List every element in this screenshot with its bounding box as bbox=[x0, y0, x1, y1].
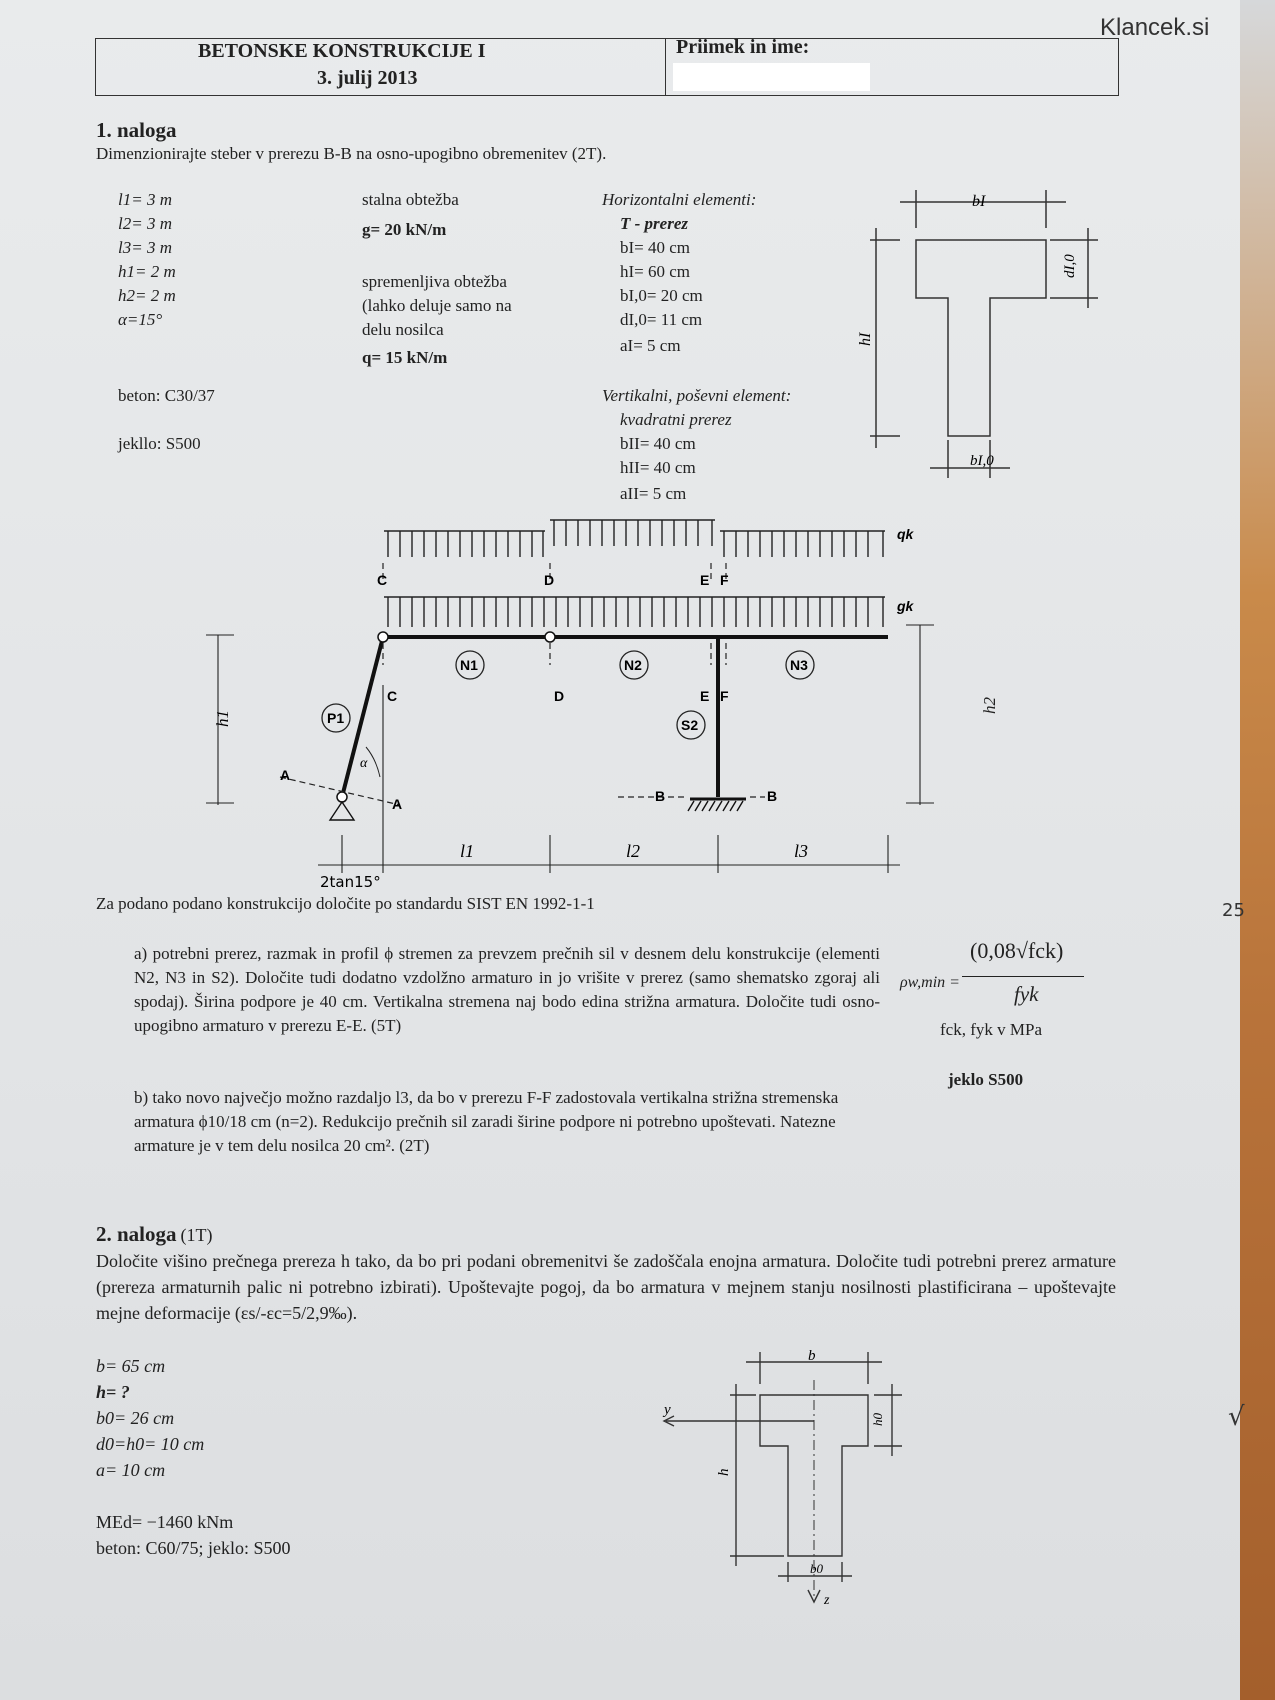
label-alpha: α bbox=[360, 756, 368, 771]
dim2-h0: h0 bbox=[870, 1413, 885, 1426]
horizontal-aI: aI= 5 cm bbox=[620, 336, 681, 355]
label-qk: qk bbox=[897, 526, 914, 542]
label-f-bottom: F bbox=[720, 688, 729, 704]
geom-l1: l1= 3 m bbox=[118, 190, 172, 209]
geom-h1: h1= 2 m bbox=[118, 262, 176, 281]
dim-hI: hI bbox=[857, 332, 874, 346]
task2-med: MEd= −1460 kNm bbox=[96, 1512, 234, 1532]
task1-intro: Dimenzionirajte steber v prerezu B-B na osno-upogibno obremenitev (2T). bbox=[96, 144, 607, 163]
geom-h2: h2= 2 m bbox=[118, 286, 176, 305]
axis-y: y bbox=[664, 1402, 671, 1418]
permanent-load-label: stalna obtežba bbox=[362, 190, 459, 209]
variable-load-label: spremenljiva obtežba bbox=[362, 272, 507, 291]
dim2-b0: b0 bbox=[810, 1561, 823, 1576]
horizontal-bI: bI= 40 cm bbox=[620, 238, 691, 257]
task2-h: h= ? bbox=[96, 1382, 130, 1402]
part-b: b) tako novo največjo možno razdaljo l3, da bo v prerezu F-F zadostovala vertikalna strižna stremenska armatura ϕ10/18 cm (n=2). Redukcijo prečnih sil zaradi širine podpore ni potrebno upoštevati. Natezne armature je v tem delu nosilca 20 cm². (2T) bbox=[134, 1088, 839, 1155]
label-p1: P1 bbox=[327, 710, 345, 726]
variable-load-value: q= 15 kN/m bbox=[362, 348, 448, 367]
label-s2: S2 bbox=[681, 717, 699, 733]
dim-bI: bI bbox=[972, 193, 986, 210]
task2-text: Določite višino prečnega prereza h tako, da bo pri podani obremenitvi še zadoščala enojna armatura. Določite tudi potrebni prerez armature (prereza armaturnih palic ni potrebno izbirati). Upoštevajte pogoj, da bo armatura v mejnem stanju nosilnosti plastificirana – upoštevajte mejne deformacije (εs/-εc=5/2,9‰). bbox=[96, 1251, 1116, 1323]
label-c-bottom: C bbox=[387, 688, 398, 704]
geom-l3: l3= 3 m bbox=[118, 238, 172, 257]
label-l1: l1 bbox=[460, 841, 475, 861]
label-c-top: C bbox=[377, 572, 388, 588]
task2-materials: beton: C60/75; jeklo: S500 bbox=[96, 1538, 291, 1558]
frame-diagram bbox=[200, 515, 920, 890]
horizontal-hI: hI= 60 cm bbox=[620, 262, 691, 281]
formula-steel: jeklo S500 bbox=[948, 1070, 1024, 1089]
vertical-bII: bII= 40 cm bbox=[620, 434, 696, 453]
strut-p1 bbox=[342, 637, 383, 797]
label-e-bottom: E bbox=[700, 688, 710, 704]
vertical-aII: aII= 5 cm bbox=[620, 484, 687, 503]
dim-bI0: bI,0 bbox=[970, 453, 994, 469]
t-section-2-diagram bbox=[660, 1350, 920, 1610]
hinge-d bbox=[545, 632, 555, 642]
dim-dI0: dI,0 bbox=[1062, 254, 1078, 278]
task2-b0: b0= 26 cm bbox=[96, 1408, 175, 1428]
desk-background bbox=[1240, 0, 1275, 1700]
pin-support bbox=[337, 792, 347, 802]
label-e-top: E bbox=[700, 572, 710, 588]
formula-numerator: (0,08√fck) bbox=[970, 938, 1064, 963]
task2-d0: d0=h0= 10 cm bbox=[96, 1434, 205, 1454]
variable-load-note2: delu nosilca bbox=[362, 320, 444, 339]
vertical-hII: hII= 40 cm bbox=[620, 458, 696, 477]
g-load-arrows bbox=[388, 597, 883, 627]
name-redaction bbox=[673, 63, 870, 91]
task1-title: 1. naloga bbox=[96, 118, 177, 142]
label-l3: l3 bbox=[794, 841, 809, 861]
geom-l2: l2= 3 m bbox=[118, 214, 172, 233]
horizontal-bI0: bI,0= 20 cm bbox=[620, 286, 703, 305]
label-a-left: A bbox=[280, 767, 291, 783]
standard-text: Za podano podano konstrukcijo določite po standardu SIST EN 1992-1-1 bbox=[96, 894, 595, 913]
exam-date: 3. julij 2013 bbox=[317, 67, 418, 89]
horizontal-dI0: dI,0= 11 cm bbox=[620, 310, 703, 329]
q-load-arrows bbox=[388, 520, 883, 557]
task2-points: (1T) bbox=[180, 1225, 213, 1245]
label-gk: gk bbox=[897, 598, 914, 614]
label-f-top: F bbox=[720, 572, 729, 588]
concrete-class: beton: C30/37 bbox=[118, 386, 215, 405]
axis-z: z bbox=[824, 1593, 830, 1608]
name-label: Priimek in ime: bbox=[676, 36, 810, 58]
label-a-right: A bbox=[392, 796, 403, 812]
label-d-bottom: D bbox=[554, 688, 565, 704]
horizontal-section: T - prerez bbox=[620, 214, 688, 233]
margin-mark-check: √ bbox=[1228, 1402, 1245, 1432]
geom-alpha: α=15° bbox=[118, 310, 163, 329]
formula-denominator: fyk bbox=[1014, 982, 1039, 1006]
horizontal-title: Horizontalni elementi: bbox=[602, 190, 757, 209]
hinge-c bbox=[378, 632, 388, 642]
formula-lhs: ρw,min = bbox=[900, 974, 960, 991]
formula-units: fck, fyk v MPa bbox=[940, 1020, 1042, 1039]
task2-a: a= 10 cm bbox=[96, 1460, 166, 1480]
part-a: a) potrebni prerez, razmak in profil ϕ stremen za prevzem prečnih sil v desnem delu konstrukcije (elementi N2, N3 in S2). Določite tudi dodatno vzdolžno armaturo in jo vrišite v prerez (samo shematsko zgoraj ali spodaj). Širina podpore je 40 cm. Vertikalna stremena naj bodo edina strižna armatura. Določite tudi osno-upogibno armaturo v prerezu E-E. (5T) bbox=[134, 944, 880, 1035]
hand-note: 2tan15° bbox=[320, 873, 381, 891]
task2-title: 2. naloga bbox=[96, 1222, 177, 1246]
task2-b: b= 65 cm bbox=[96, 1356, 166, 1376]
vertical-section: kvadratni prerez bbox=[620, 410, 732, 429]
vertical-title: Vertikalni, poševni element: bbox=[602, 386, 792, 405]
t-section-diagram bbox=[857, 188, 1100, 483]
course-title: BETONSKE KONSTRUKCIJE I bbox=[198, 40, 486, 62]
t-section-outline bbox=[916, 240, 1046, 436]
watermark: Klancek.si bbox=[1100, 14, 1210, 41]
task2-heading bbox=[96, 1222, 213, 1247]
permanent-load-value: g= 20 kN/m bbox=[362, 220, 447, 239]
margin-mark-25: 25 bbox=[1222, 900, 1245, 921]
formula-fraction-bar bbox=[962, 976, 1084, 977]
label-b-left: B bbox=[655, 788, 666, 804]
dim2-b: b bbox=[808, 1348, 816, 1364]
label-n1: N1 bbox=[460, 657, 478, 673]
label-n2: N2 bbox=[624, 657, 642, 673]
label-h1: h1 bbox=[213, 710, 232, 727]
label-l2: l2 bbox=[626, 841, 641, 861]
label-d-top: D bbox=[544, 572, 555, 588]
dim2-h: h bbox=[716, 1468, 732, 1476]
pin-support-triangle bbox=[330, 802, 354, 820]
steel-class: jekllo: S500 bbox=[118, 434, 201, 453]
header-divider bbox=[665, 38, 666, 96]
variable-load-note1: (lahko deluje samo na bbox=[362, 296, 512, 315]
label-h2-text: h2 bbox=[980, 697, 999, 714]
label-n3: N3 bbox=[790, 657, 808, 673]
label-b-right: B bbox=[767, 788, 778, 804]
